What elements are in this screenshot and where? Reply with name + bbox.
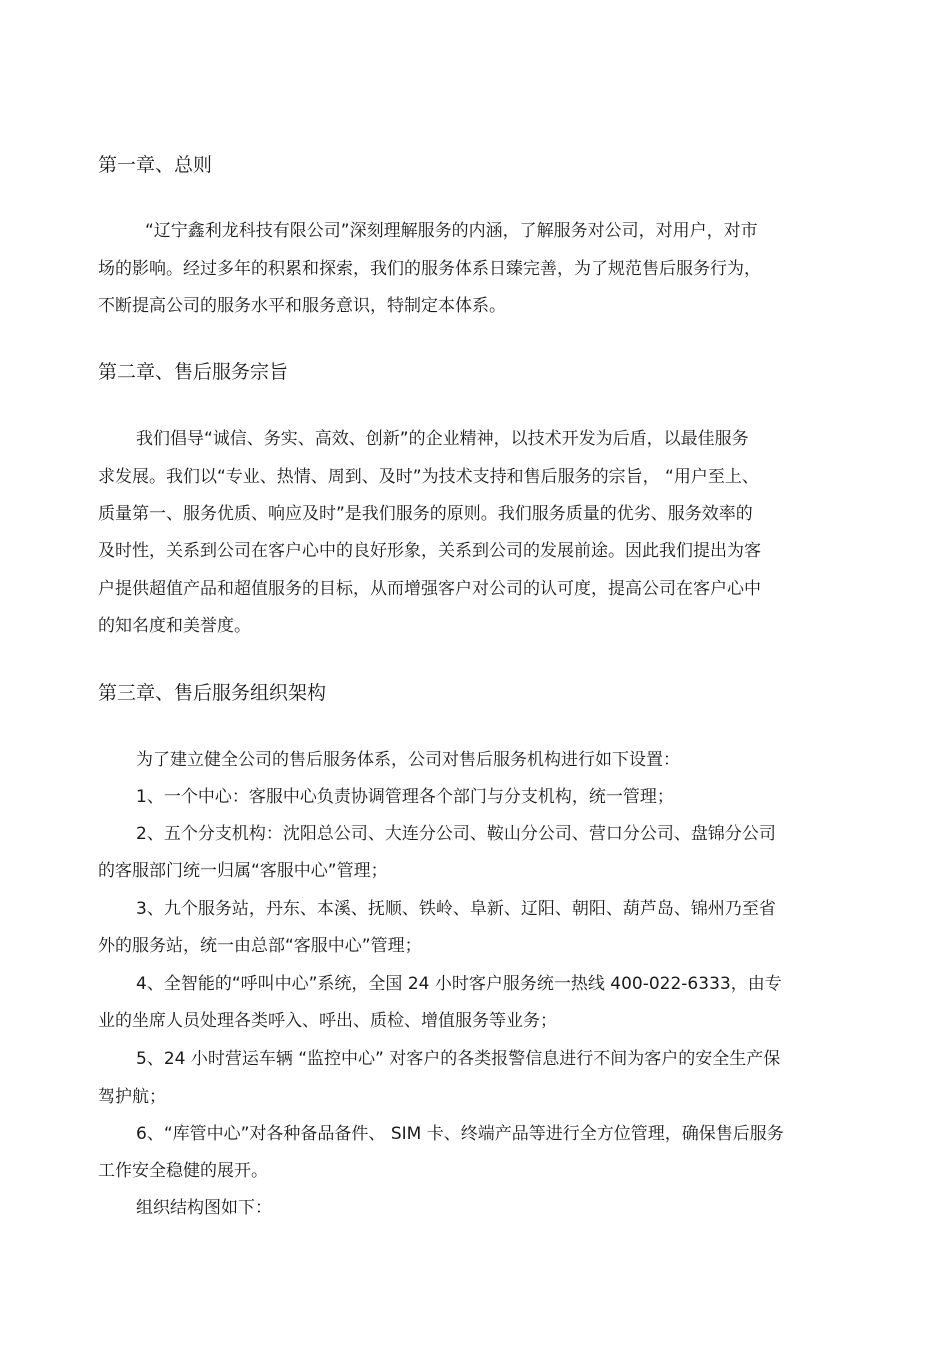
chapter-2-title: 第二章、售后服务宗旨 (98, 361, 289, 383)
chapter-2-line-6: 的知名度和美誉度。 (98, 616, 251, 636)
chapter-1-line-3: 不断提高公司的服务水平和服务意识，特制定本体系。 (98, 296, 506, 316)
chapter-3-item-4-cont: 业的坐席人员处理各类呼入、呼出、质检、增值服务等业务； (98, 1011, 557, 1031)
chapter-3-item-2: 2、五个分支机构：沈阳总公司、大连分公司、鞍山分公司、营口分公司、盘锦分公司 (136, 824, 776, 844)
chapter-3-item-3: 3、九个服务站，丹东、本溪、抚顺、铁岭、阜新、辽阳、朝阳、葫芦岛、锦州乃至省 (136, 899, 776, 919)
chapter-3-org-chart-caption: 组织结构图如下： (136, 1198, 272, 1218)
chapter-3-title: 第三章、售后服务组织架构 (98, 682, 327, 704)
chapter-3-item-6: 6、“库管中心”对各种备品备件、 SIM 卡、终端产品等进行全方位管理，确保售后服务 (136, 1124, 784, 1144)
chapter-1-line-1: “辽宁鑫利龙科技有限公司”深刻理解服务的内涵，了解服务对公司，对用户，对市 (145, 221, 758, 241)
chapter-3-intro: 为了建立健全公司的售后服务体系，公司对售后服务机构进行如下设置： (136, 750, 680, 770)
chapter-2-line-2: 求发展。我们以“专业、热情、周到、及时”为技术支持和售后服务的宗旨， “用户至上、 (98, 467, 759, 487)
chapter-2-line-4: 及时性，关系到公司在客户心中的良好形象，关系到公司的发展前途。因此我们提出为客 (98, 541, 761, 561)
chapter-1-line-2: 场的影响。经过多年的积累和探索，我们的服务体系日臻完善，为了规范售后服务行为， (98, 259, 761, 279)
chapter-3-item-6-cont: 工作安全稳健的展开。 (98, 1161, 268, 1181)
chapter-3-item-3-cont: 外的服务站，统一由总部“客服中心”管理； (98, 936, 422, 956)
chapter-3-item-2-cont: 的客服部门统一归属“客服中心”管理； (98, 861, 388, 881)
chapter-3-item-5-cont: 驾护航； (98, 1087, 166, 1107)
chapter-3-item-4: 4、全智能的“呼叫中心”系统，全国 24 小时客户服务统一热线 400-022-6333，由专 (136, 974, 782, 994)
chapter-3-item-1: 1、一个中心：客服中心负责协调管理各个部门与分支机构，统一管理； (136, 787, 674, 807)
chapter-2-line-3: 质量第一、服务优质、响应及时”是我们服务的原则。我们服务质量的优劣、服务效率的 (98, 504, 753, 524)
chapter-3-item-5: 5、24 小时营运车辆 “监控中心” 对客户的各类报警信息进行不间为客户的安全生产保 (136, 1049, 781, 1069)
chapter-2-line-5: 户提供超值产品和超值服务的目标，从而增强客户对公司的认可度，提高公司在客户心中 (98, 579, 761, 599)
chapter-1-title: 第一章、总则 (98, 154, 213, 176)
chapter-2-line-1: 我们倡导“诚信、务实、高效、创新”的企业精神，以技术开发为后盾，以最佳服务 (136, 429, 749, 449)
